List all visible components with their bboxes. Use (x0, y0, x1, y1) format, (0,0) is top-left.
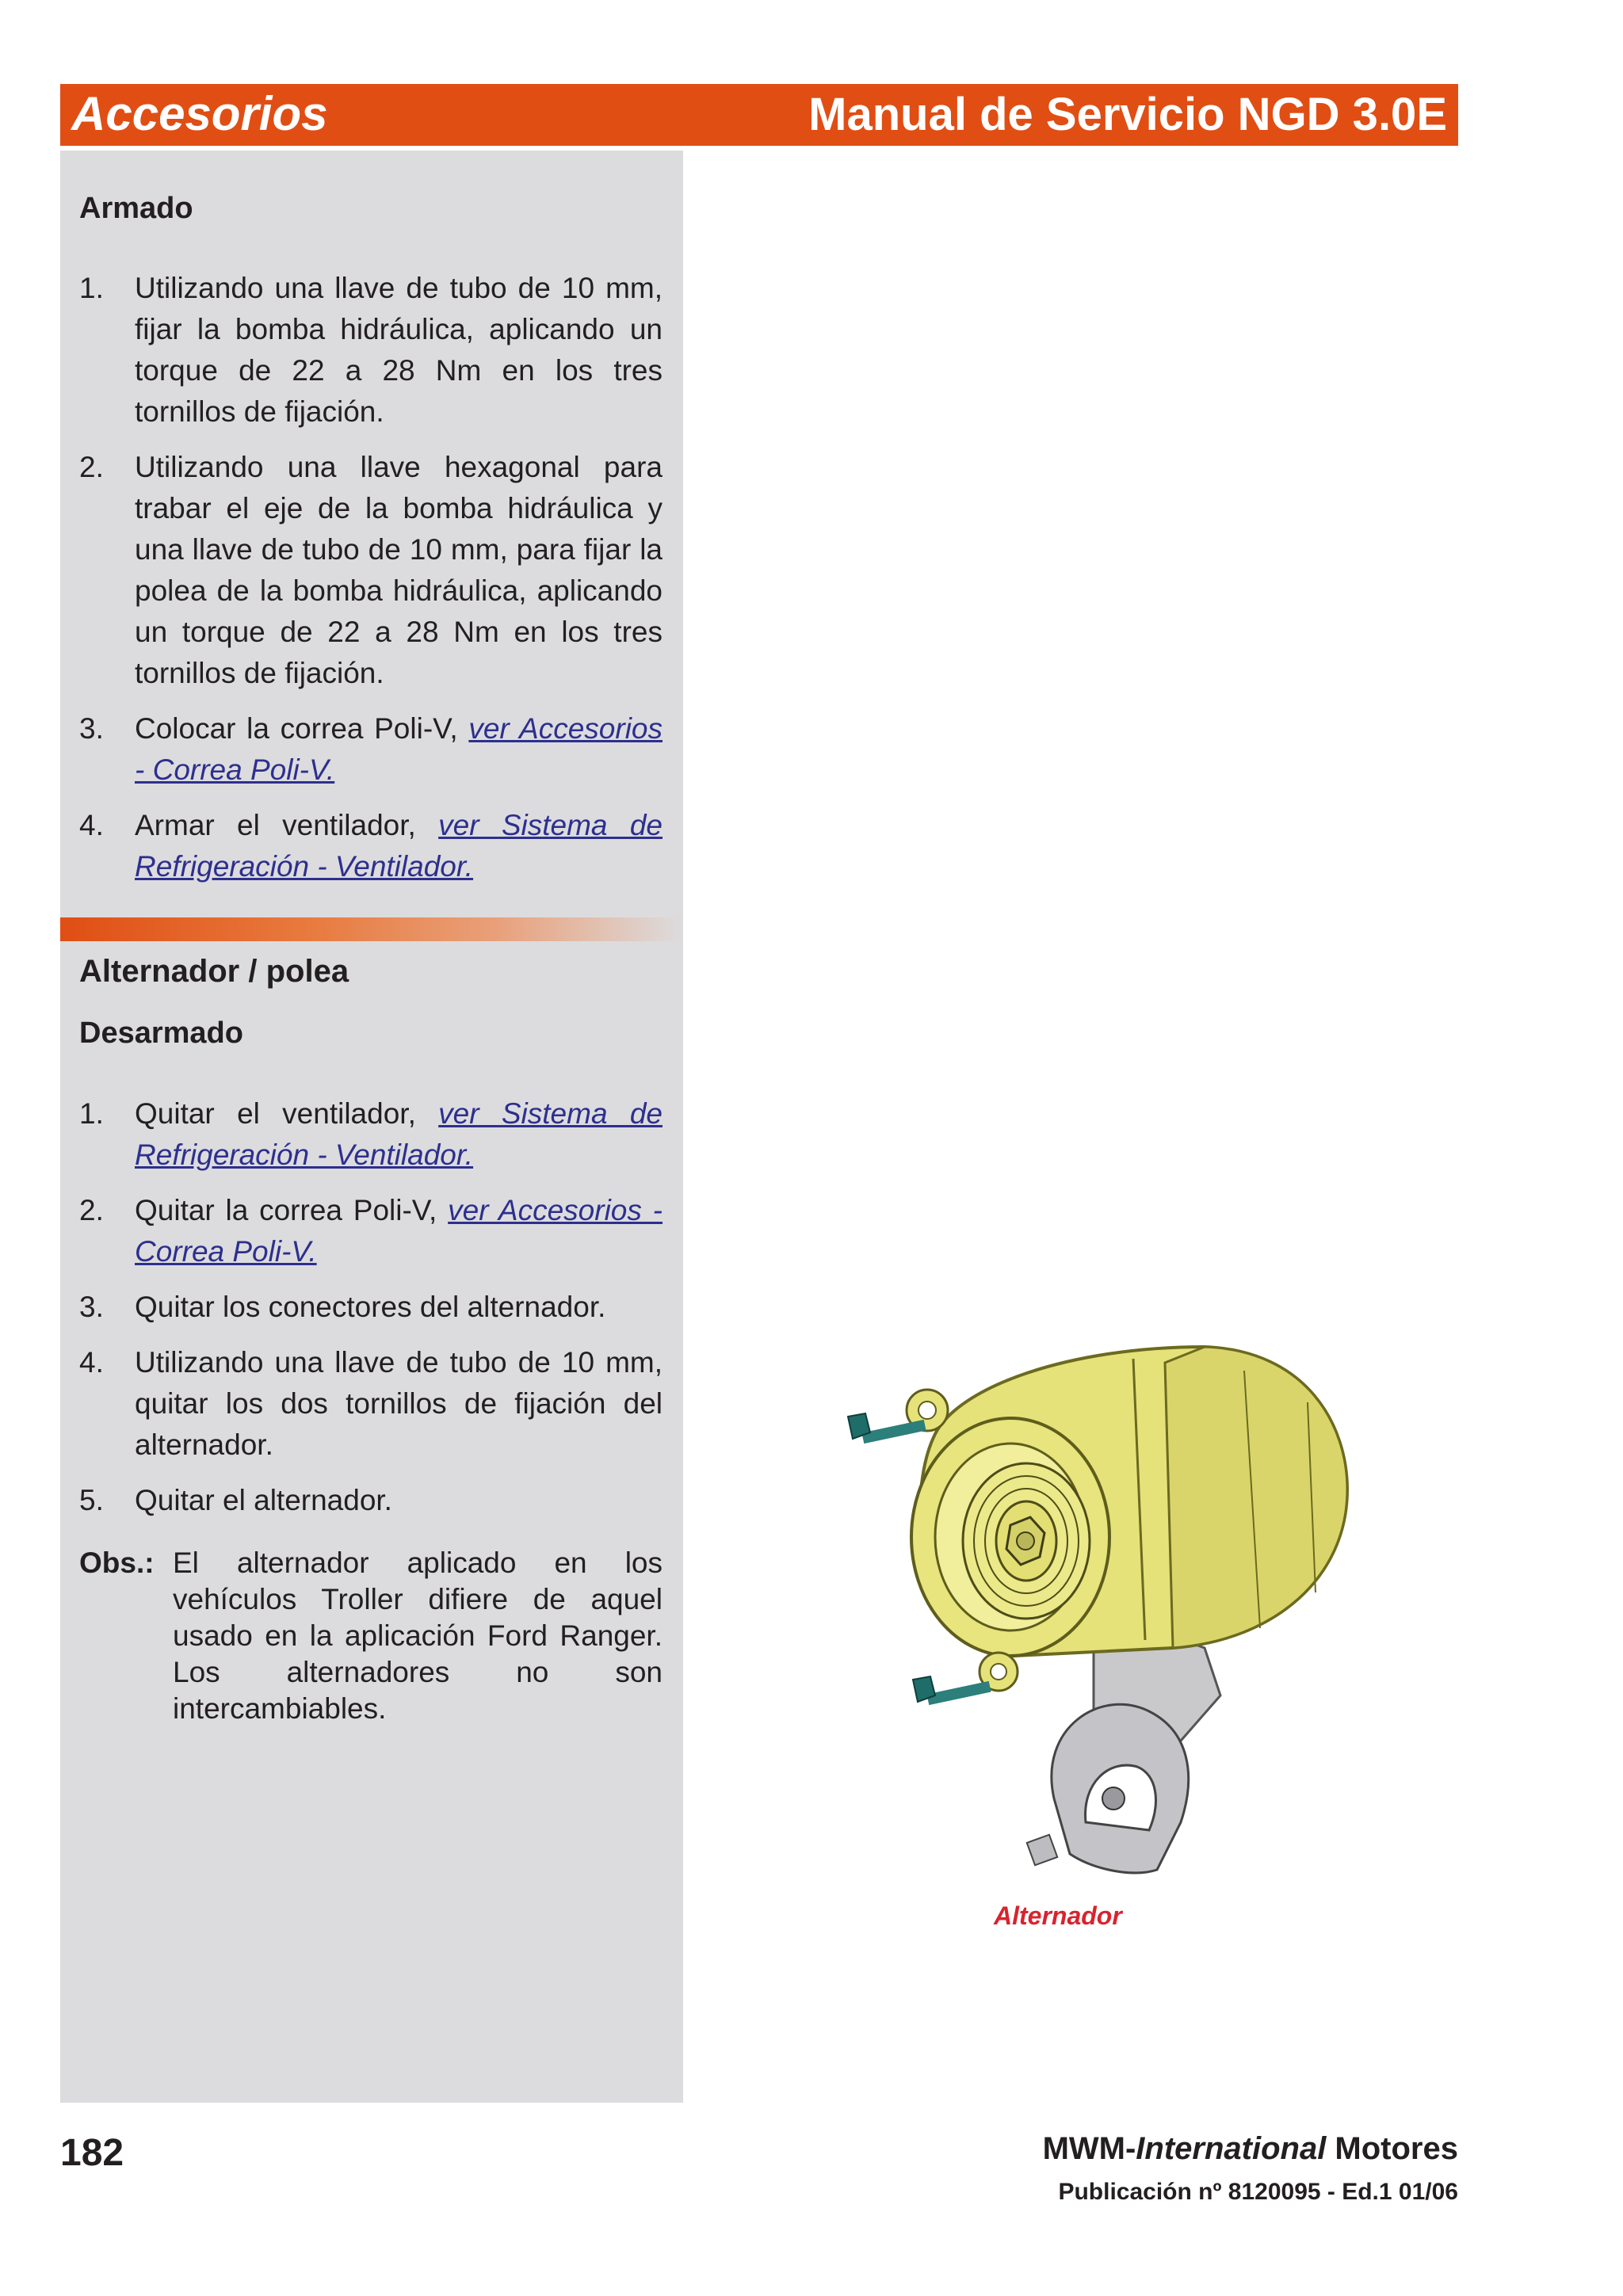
list-item: 3. Quitar los conectores del alternador. (79, 1291, 606, 1323)
manual-title: Manual de Servicio NGD 3.0E (808, 89, 1447, 140)
list-item: 2. Utilizando una llave hexagonal para trabar el eje de la bomba hidráulica y una llave de tubo de 10 mm, para fijar la polea de la bomba hidráulica, aplicando un torque de 22 a 28 Nm en los tres tornillos de fijación. (79, 451, 663, 689)
section-divider-band (60, 917, 683, 941)
publication-number: Publicación nº 8120095 - Ed.1 01/06 (1058, 2179, 1458, 2205)
list-item: 3. Colocar la correa Poli-V, ver Accesorios - Correa Poli-V. (79, 712, 663, 786)
alternator-illustration (832, 1315, 1411, 1917)
link-ventilador[interactable]: ver Sistema de Refrigeración - Ventilador. (135, 809, 663, 883)
obs-text: El alternador aplicado en los vehículos Troller difiere de aquel usado en la aplicación Ford Ranger. Los alternadores no son intercambiables. (173, 1547, 663, 1725)
list-item: 4. Utilizando una llave de tubo de 10 mm, quitar los dos tornillos de fijación del alternador. (79, 1346, 663, 1461)
armado-steps (79, 268, 663, 887)
list-item: 4. Armar el ventilador, ver Sistema de Refrigeración - Ventilador. (79, 809, 663, 883)
list-item: 1. Utilizando una llave de tubo de 10 mm, fijar la bomba hidráulica, aplicando un torque de 22 a 28 Nm en los tres tornillos de fijación. (79, 272, 663, 428)
link-correa-poli-v[interactable]: ver Accesorios - Correa Poli-V. (135, 712, 663, 786)
list-item: 1. Quitar el ventilador, ver Sistema de Refrigeración - Ventilador. (79, 1097, 663, 1171)
page-number: 182 (60, 2132, 124, 2174)
list-item: 2. Quitar la correa Poli-V, ver Accesorios - Correa Poli-V. (79, 1194, 663, 1268)
link-correa-poli-v[interactable]: ver Accesorios - Correa Poli-V. (135, 1194, 663, 1268)
list-item: 5. Quitar el alternador. (79, 1484, 392, 1516)
page-header (60, 84, 1458, 151)
obs-label: Obs.: (79, 1547, 155, 1579)
alternador-heading: Alternador / polea (79, 954, 349, 989)
desarmado-steps (79, 1093, 663, 1521)
link-ventilador[interactable]: ver Sistema de Refrigeración - Ventilador. (135, 1097, 663, 1171)
observation-note (79, 1545, 663, 1727)
figure-caption: Alternador (994, 1901, 1122, 1930)
footer-brand: MWM-International Motores (1042, 2131, 1458, 2166)
section-title: Accesorios (71, 87, 328, 140)
desarmado-subheading: Desarmado (79, 1016, 243, 1050)
armado-heading: Armado (79, 192, 193, 225)
bolt-icon (913, 1676, 991, 1705)
